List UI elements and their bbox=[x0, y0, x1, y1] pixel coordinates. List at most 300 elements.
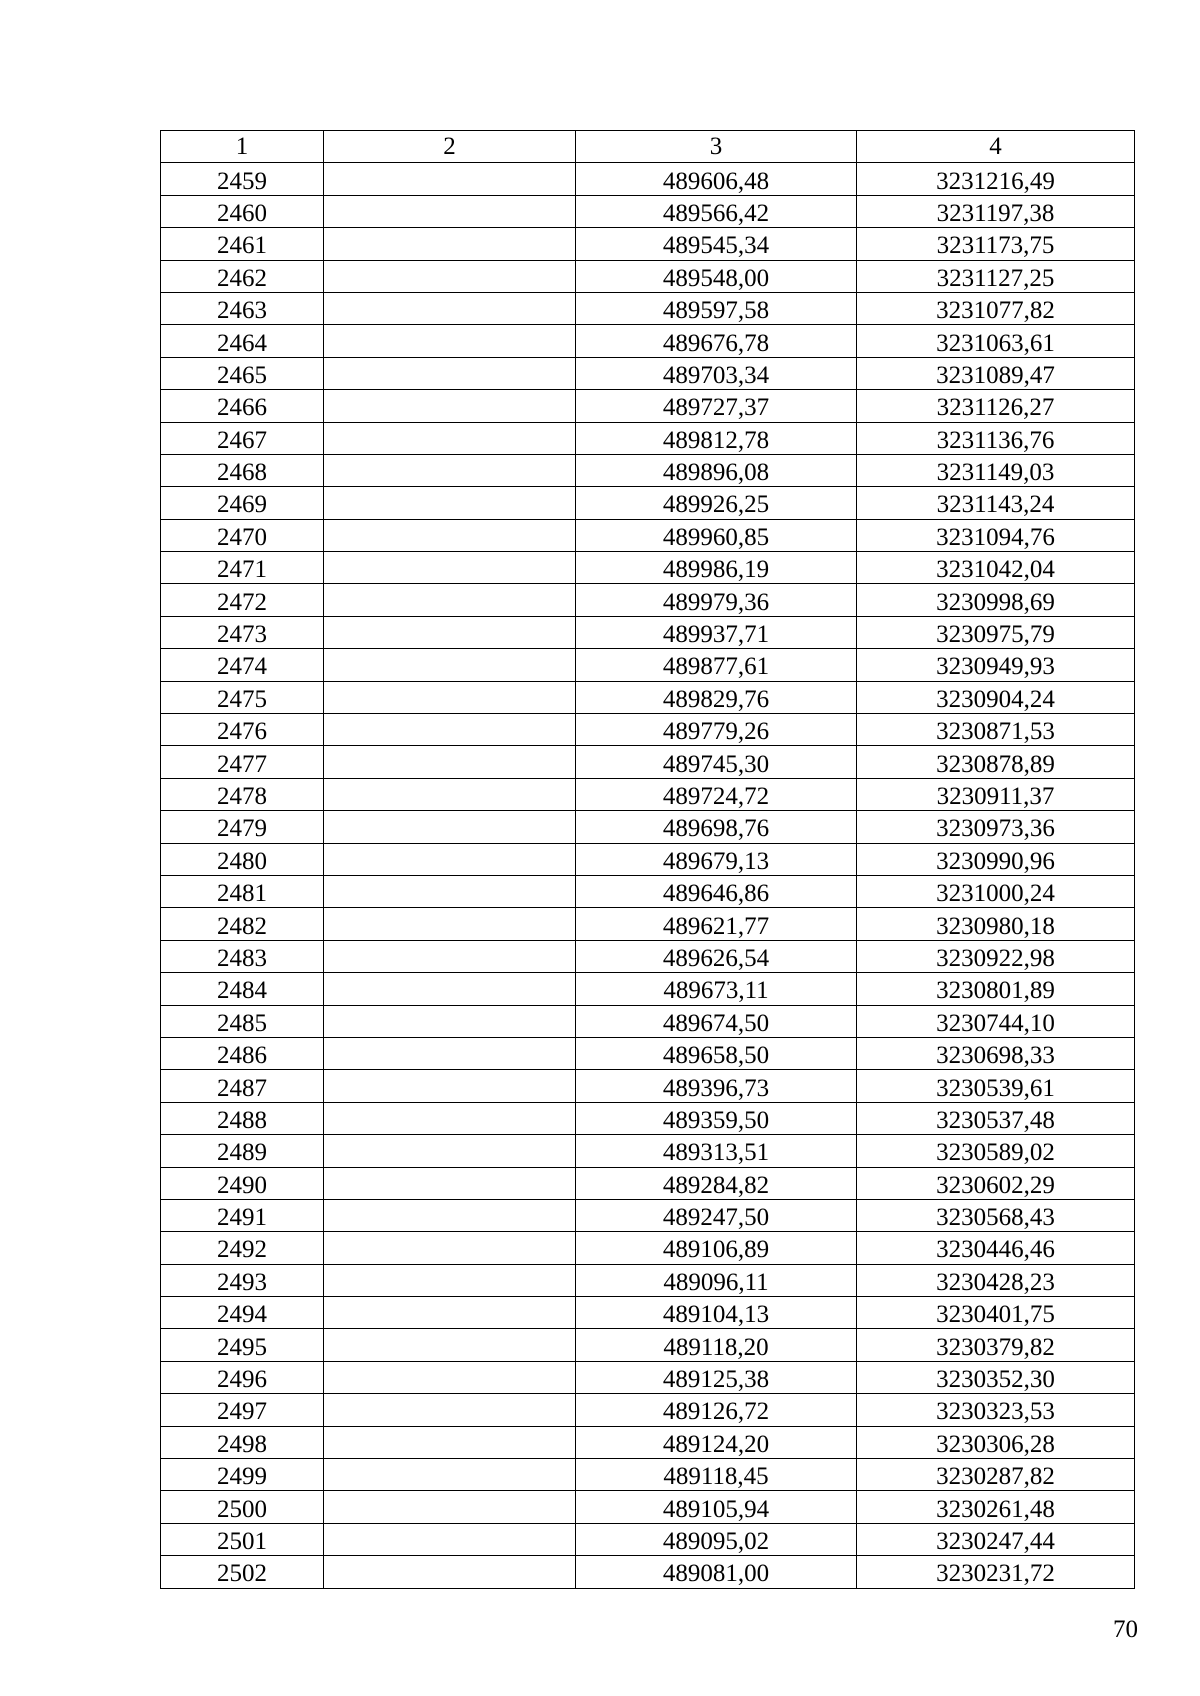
x-coordinate-cell bbox=[576, 940, 857, 972]
table-row bbox=[161, 973, 1135, 1005]
cell-text: 3230990,96 bbox=[936, 847, 1055, 875]
cell-text: 3230287,82 bbox=[936, 1463, 1055, 1491]
x-coordinate-cell bbox=[576, 1459, 857, 1491]
cell-text: 489812,78 bbox=[662, 426, 770, 454]
x-coordinate-cell bbox=[576, 163, 857, 195]
y-coordinate-cell bbox=[857, 1037, 1135, 1069]
cell-text: 3231197,38 bbox=[936, 199, 1055, 227]
header-col-1: 1 bbox=[161, 131, 324, 163]
cell-text: 3231042,04 bbox=[936, 556, 1055, 584]
cell-text: 3230922,98 bbox=[936, 944, 1055, 972]
y-coordinate-cell bbox=[857, 325, 1135, 357]
point-number-cell bbox=[161, 422, 324, 454]
y-coordinate-cell bbox=[857, 746, 1135, 778]
cell-text: 3230323,53 bbox=[936, 1398, 1055, 1426]
y-coordinate-cell bbox=[857, 714, 1135, 746]
cell-text: 3230904,24 bbox=[936, 685, 1055, 713]
y-coordinate-cell bbox=[857, 552, 1135, 584]
x-coordinate-cell bbox=[576, 390, 857, 422]
y-coordinate-cell bbox=[857, 454, 1135, 486]
cell-text: 3230568,43 bbox=[936, 1204, 1055, 1232]
description-cell bbox=[324, 1037, 576, 1069]
cell-text: 2497 bbox=[217, 1398, 267, 1426]
cell-text: 3230352,30 bbox=[936, 1366, 1055, 1394]
cell-text: 2459 bbox=[217, 167, 267, 195]
description-cell bbox=[324, 1135, 576, 1167]
point-number-cell bbox=[161, 1426, 324, 1458]
y-coordinate-cell bbox=[857, 940, 1135, 972]
point-number-cell bbox=[161, 357, 324, 389]
cell-text: 2467 bbox=[217, 426, 267, 454]
cell-text: 2470 bbox=[217, 523, 267, 551]
description-cell bbox=[324, 811, 576, 843]
cell-text: 2462 bbox=[217, 264, 267, 292]
x-coordinate-cell bbox=[576, 973, 857, 1005]
cell-text: 3230744,10 bbox=[936, 1009, 1055, 1037]
cell-text: 489646,86 bbox=[662, 880, 770, 908]
table-row bbox=[161, 1264, 1135, 1296]
description-cell bbox=[324, 1167, 576, 1199]
y-coordinate-cell bbox=[857, 1167, 1135, 1199]
table-row bbox=[161, 1167, 1135, 1199]
description-cell bbox=[324, 1005, 576, 1037]
point-number-cell bbox=[161, 811, 324, 843]
cell-text: 489548,00 bbox=[662, 264, 770, 292]
table-row bbox=[161, 1329, 1135, 1361]
cell-text: 2460 bbox=[217, 199, 267, 227]
cell-text: 2493 bbox=[217, 1268, 267, 1296]
cell-text: 489106,89 bbox=[662, 1236, 770, 1264]
table-row bbox=[161, 1426, 1135, 1458]
point-number-cell bbox=[161, 1361, 324, 1393]
table-row bbox=[161, 1070, 1135, 1102]
cell-text: 3230975,79 bbox=[936, 621, 1055, 649]
cell-text: 489597,58 bbox=[662, 297, 770, 325]
y-coordinate-cell bbox=[857, 1329, 1135, 1361]
cell-text: 3230973,36 bbox=[936, 815, 1055, 843]
x-coordinate-cell bbox=[576, 1264, 857, 1296]
x-coordinate-cell bbox=[576, 714, 857, 746]
cell-text: 2481 bbox=[217, 880, 267, 908]
y-coordinate-cell bbox=[857, 1394, 1135, 1426]
cell-text: 489118,20 bbox=[663, 1333, 769, 1361]
point-number-cell bbox=[161, 584, 324, 616]
cell-text: 3231149,03 bbox=[936, 459, 1055, 487]
cell-text: 489566,42 bbox=[662, 199, 770, 227]
description-cell bbox=[324, 1459, 576, 1491]
table-row bbox=[161, 1523, 1135, 1555]
cell-text: 489979,36 bbox=[662, 588, 770, 616]
x-coordinate-cell bbox=[576, 487, 857, 519]
page-number: 70 bbox=[1113, 1616, 1138, 1643]
cell-text: 489124,20 bbox=[662, 1430, 770, 1458]
y-coordinate-cell bbox=[857, 843, 1135, 875]
description-cell bbox=[324, 714, 576, 746]
x-coordinate-cell bbox=[576, 1556, 857, 1588]
table-header bbox=[161, 131, 1135, 163]
description-cell bbox=[324, 552, 576, 584]
cell-text: 489095,02 bbox=[662, 1527, 770, 1555]
description-cell bbox=[324, 908, 576, 940]
x-coordinate-cell bbox=[576, 843, 857, 875]
table-row bbox=[161, 487, 1135, 519]
description-cell bbox=[324, 616, 576, 648]
table-row bbox=[161, 1135, 1135, 1167]
cell-text: 2498 bbox=[217, 1430, 267, 1458]
table-row bbox=[161, 875, 1135, 907]
point-number-cell bbox=[161, 1459, 324, 1491]
table-row bbox=[161, 1005, 1135, 1037]
description-cell bbox=[324, 1232, 576, 1264]
table-row bbox=[161, 940, 1135, 972]
point-number-cell bbox=[161, 1135, 324, 1167]
description-cell bbox=[324, 454, 576, 486]
cell-text: 3231089,47 bbox=[936, 361, 1055, 389]
y-coordinate-cell bbox=[857, 1556, 1135, 1588]
y-coordinate-cell bbox=[857, 681, 1135, 713]
cell-text: 489896,08 bbox=[662, 459, 770, 487]
point-number-cell bbox=[161, 1329, 324, 1361]
point-number-cell bbox=[161, 260, 324, 292]
cell-text: 2501 bbox=[217, 1527, 267, 1555]
point-number-cell bbox=[161, 843, 324, 875]
point-number-cell bbox=[161, 1394, 324, 1426]
table-row bbox=[161, 778, 1135, 810]
x-coordinate-cell bbox=[576, 811, 857, 843]
point-number-cell bbox=[161, 195, 324, 227]
cell-text: 2478 bbox=[217, 783, 267, 810]
cell-text: 2500 bbox=[217, 1495, 267, 1523]
cell-text: 2492 bbox=[217, 1236, 267, 1264]
header-col-2: 2 bbox=[324, 131, 576, 163]
x-coordinate-cell bbox=[576, 1102, 857, 1134]
x-coordinate-cell bbox=[576, 1394, 857, 1426]
cell-text: 489703,34 bbox=[662, 361, 770, 389]
cell-text: 2489 bbox=[217, 1139, 267, 1167]
cell-text: 3230261,48 bbox=[936, 1495, 1055, 1523]
table-row bbox=[161, 1199, 1135, 1231]
description-cell bbox=[324, 1556, 576, 1588]
cell-text: 489118,45 bbox=[663, 1463, 769, 1491]
y-coordinate-cell bbox=[857, 1135, 1135, 1167]
y-coordinate-cell bbox=[857, 487, 1135, 519]
cell-text: 2487 bbox=[217, 1074, 267, 1102]
cell-text: 3231136,76 bbox=[936, 426, 1055, 454]
cell-text: 489125,38 bbox=[662, 1366, 770, 1394]
cell-text: 2480 bbox=[217, 847, 267, 875]
cell-text: 3231143,24 bbox=[936, 491, 1055, 519]
cell-text: 489096,11 bbox=[663, 1268, 769, 1296]
cell-text: 489698,76 bbox=[662, 815, 770, 843]
y-coordinate-cell bbox=[857, 1297, 1135, 1329]
description-cell bbox=[324, 1361, 576, 1393]
cell-text: 489313,51 bbox=[662, 1139, 770, 1167]
cell-text: 2485 bbox=[217, 1009, 267, 1037]
x-coordinate-cell bbox=[576, 1297, 857, 1329]
cell-text: 2494 bbox=[217, 1301, 267, 1329]
x-coordinate-cell bbox=[576, 1135, 857, 1167]
point-number-cell bbox=[161, 1297, 324, 1329]
y-coordinate-cell bbox=[857, 228, 1135, 260]
cell-text: 2465 bbox=[217, 361, 267, 389]
y-coordinate-cell bbox=[857, 649, 1135, 681]
cell-text: 489545,34 bbox=[662, 232, 770, 260]
x-coordinate-cell bbox=[576, 1329, 857, 1361]
table-row bbox=[161, 325, 1135, 357]
cell-text: 489679,13 bbox=[662, 847, 770, 875]
point-number-cell bbox=[161, 1523, 324, 1555]
point-number-cell bbox=[161, 163, 324, 195]
cell-text: 3230428,23 bbox=[936, 1268, 1055, 1296]
point-number-cell bbox=[161, 1491, 324, 1523]
point-number-cell bbox=[161, 746, 324, 778]
cell-text: 2464 bbox=[217, 329, 267, 357]
y-coordinate-cell bbox=[857, 1070, 1135, 1102]
cell-text: 2490 bbox=[217, 1171, 267, 1199]
table-row bbox=[161, 1102, 1135, 1134]
x-coordinate-cell bbox=[576, 875, 857, 907]
point-number-cell bbox=[161, 1199, 324, 1231]
point-number-cell bbox=[161, 875, 324, 907]
table-row bbox=[161, 681, 1135, 713]
cell-text: 3231094,76 bbox=[936, 523, 1055, 551]
x-coordinate-cell bbox=[576, 584, 857, 616]
description-cell bbox=[324, 875, 576, 907]
point-number-cell bbox=[161, 1556, 324, 1588]
cell-text: 2479 bbox=[217, 815, 267, 843]
point-number-cell bbox=[161, 454, 324, 486]
cell-text: 3231173,75 bbox=[936, 232, 1055, 260]
header-row bbox=[161, 131, 1135, 163]
point-number-cell bbox=[161, 1070, 324, 1102]
description-cell bbox=[324, 1070, 576, 1102]
y-coordinate-cell bbox=[857, 1523, 1135, 1555]
y-coordinate-cell bbox=[857, 1232, 1135, 1264]
x-coordinate-cell bbox=[576, 454, 857, 486]
cell-text: 3230871,53 bbox=[936, 718, 1055, 746]
cell-text: 3230801,89 bbox=[936, 977, 1055, 1005]
table-row bbox=[161, 584, 1135, 616]
description-cell bbox=[324, 1199, 576, 1231]
cell-text: 489745,30 bbox=[662, 750, 770, 778]
point-number-cell bbox=[161, 390, 324, 422]
table-row bbox=[161, 228, 1135, 260]
description-cell bbox=[324, 260, 576, 292]
x-coordinate-cell bbox=[576, 778, 857, 810]
cell-text: 489626,54 bbox=[662, 944, 770, 972]
cell-text: 3230379,82 bbox=[936, 1333, 1055, 1361]
cell-text: 489247,50 bbox=[662, 1204, 770, 1232]
cell-text: 2488 bbox=[217, 1106, 267, 1134]
table-row bbox=[161, 843, 1135, 875]
y-coordinate-cell bbox=[857, 875, 1135, 907]
description-cell bbox=[324, 195, 576, 227]
x-coordinate-cell bbox=[576, 292, 857, 324]
point-number-cell bbox=[161, 1264, 324, 1296]
cell-text: 489658,50 bbox=[662, 1042, 770, 1070]
table-row bbox=[161, 1556, 1135, 1588]
y-coordinate-cell bbox=[857, 1264, 1135, 1296]
cell-text: 489674,50 bbox=[662, 1009, 770, 1037]
table-row bbox=[161, 649, 1135, 681]
point-number-cell bbox=[161, 228, 324, 260]
cell-text: 3231216,49 bbox=[936, 167, 1055, 195]
description-cell bbox=[324, 1102, 576, 1134]
cell-text: 3230446,46 bbox=[936, 1236, 1055, 1264]
table-row bbox=[161, 519, 1135, 551]
point-number-cell bbox=[161, 714, 324, 746]
cell-text: 3231127,25 bbox=[936, 264, 1055, 292]
description-cell bbox=[324, 681, 576, 713]
cell-text: 489104,13 bbox=[662, 1301, 770, 1329]
cell-text: 2461 bbox=[217, 232, 267, 260]
description-cell bbox=[324, 228, 576, 260]
description-cell bbox=[324, 940, 576, 972]
cell-text: 3230998,69 bbox=[936, 588, 1055, 616]
x-coordinate-cell bbox=[576, 228, 857, 260]
cell-text: 3230602,29 bbox=[936, 1171, 1055, 1199]
cell-text: 2471 bbox=[217, 556, 267, 584]
description-cell bbox=[324, 390, 576, 422]
cell-text: 2482 bbox=[217, 912, 267, 940]
cell-text: 489284,82 bbox=[662, 1171, 770, 1199]
y-coordinate-cell bbox=[857, 973, 1135, 1005]
x-coordinate-cell bbox=[576, 616, 857, 648]
point-number-cell bbox=[161, 649, 324, 681]
y-coordinate-cell bbox=[857, 195, 1135, 227]
cell-text: 3231000,24 bbox=[936, 880, 1055, 908]
description-cell bbox=[324, 1426, 576, 1458]
cell-text: 2474 bbox=[217, 653, 267, 681]
x-coordinate-cell bbox=[576, 1232, 857, 1264]
point-number-cell bbox=[161, 778, 324, 810]
cell-text: 3231126,27 bbox=[936, 394, 1055, 422]
cell-text: 489606,48 bbox=[662, 167, 770, 195]
description-cell bbox=[324, 584, 576, 616]
cell-text: 489829,76 bbox=[662, 685, 770, 713]
description-cell bbox=[324, 1523, 576, 1555]
y-coordinate-cell bbox=[857, 1199, 1135, 1231]
cell-text: 489779,26 bbox=[662, 718, 770, 746]
cell-text: 3230306,28 bbox=[936, 1430, 1055, 1458]
cell-text: 2483 bbox=[217, 944, 267, 972]
cell-text: 489126,72 bbox=[662, 1398, 770, 1426]
cell-text: 2466 bbox=[217, 394, 267, 422]
y-coordinate-cell bbox=[857, 1491, 1135, 1523]
cell-text: 2468 bbox=[217, 459, 267, 487]
description-cell bbox=[324, 1329, 576, 1361]
cell-text: 489359,50 bbox=[662, 1106, 770, 1134]
cell-text: 2495 bbox=[217, 1333, 267, 1361]
point-number-cell bbox=[161, 325, 324, 357]
cell-text: 2472 bbox=[217, 588, 267, 616]
cell-text: 3230589,02 bbox=[936, 1139, 1055, 1167]
cell-text: 3230980,18 bbox=[936, 912, 1055, 940]
x-coordinate-cell bbox=[576, 908, 857, 940]
cell-text: 489396,73 bbox=[662, 1074, 770, 1102]
x-coordinate-cell bbox=[576, 1005, 857, 1037]
point-number-cell bbox=[161, 292, 324, 324]
cell-text: 489081,00 bbox=[662, 1560, 770, 1588]
y-coordinate-cell bbox=[857, 390, 1135, 422]
description-cell bbox=[324, 1491, 576, 1523]
description-cell bbox=[324, 487, 576, 519]
table-body bbox=[161, 163, 1135, 1588]
cell-text: 3230539,61 bbox=[936, 1074, 1055, 1102]
cell-text: 489673,11 bbox=[663, 977, 769, 1005]
cell-text: 489724,72 bbox=[662, 783, 770, 810]
cell-text: 2496 bbox=[217, 1366, 267, 1394]
x-coordinate-cell bbox=[576, 649, 857, 681]
y-coordinate-cell bbox=[857, 908, 1135, 940]
description-cell bbox=[324, 1264, 576, 1296]
y-coordinate-cell bbox=[857, 778, 1135, 810]
point-number-cell bbox=[161, 1005, 324, 1037]
point-number-cell bbox=[161, 940, 324, 972]
description-cell bbox=[324, 1297, 576, 1329]
y-coordinate-cell bbox=[857, 584, 1135, 616]
table-row bbox=[161, 292, 1135, 324]
table-row bbox=[161, 746, 1135, 778]
x-coordinate-cell bbox=[576, 1167, 857, 1199]
cell-text: 2475 bbox=[217, 685, 267, 713]
table-row bbox=[161, 1491, 1135, 1523]
cell-text: 489926,25 bbox=[662, 491, 770, 519]
cell-text: 2469 bbox=[217, 491, 267, 519]
cell-text: 3230878,89 bbox=[936, 750, 1055, 778]
table-row bbox=[161, 1361, 1135, 1393]
point-number-cell bbox=[161, 681, 324, 713]
table-row bbox=[161, 163, 1135, 195]
y-coordinate-cell bbox=[857, 260, 1135, 292]
x-coordinate-cell bbox=[576, 325, 857, 357]
table-row bbox=[161, 390, 1135, 422]
cell-text: 2484 bbox=[217, 977, 267, 1005]
point-number-cell bbox=[161, 1232, 324, 1264]
cell-text: 2499 bbox=[217, 1463, 267, 1491]
x-coordinate-cell bbox=[576, 1491, 857, 1523]
point-number-cell bbox=[161, 973, 324, 1005]
cell-text: 3230911,37 bbox=[936, 783, 1055, 810]
table-row bbox=[161, 260, 1135, 292]
cell-text: 2491 bbox=[217, 1204, 267, 1232]
cell-text: 2486 bbox=[217, 1042, 267, 1070]
point-number-cell bbox=[161, 1167, 324, 1199]
x-coordinate-cell bbox=[576, 1037, 857, 1069]
table-row bbox=[161, 357, 1135, 389]
description-cell bbox=[324, 163, 576, 195]
point-number-cell bbox=[161, 1037, 324, 1069]
y-coordinate-cell bbox=[857, 1361, 1135, 1393]
x-coordinate-cell bbox=[576, 1199, 857, 1231]
cell-text: 489727,37 bbox=[662, 394, 770, 422]
cell-text: 3231077,82 bbox=[936, 297, 1055, 325]
x-coordinate-cell bbox=[576, 552, 857, 584]
y-coordinate-cell bbox=[857, 163, 1135, 195]
table-row bbox=[161, 1459, 1135, 1491]
point-number-cell bbox=[161, 1102, 324, 1134]
description-cell bbox=[324, 422, 576, 454]
x-coordinate-cell bbox=[576, 1426, 857, 1458]
table-row bbox=[161, 1037, 1135, 1069]
cell-text: 2463 bbox=[217, 297, 267, 325]
table-row bbox=[161, 616, 1135, 648]
description-cell bbox=[324, 325, 576, 357]
y-coordinate-cell bbox=[857, 1005, 1135, 1037]
table-row bbox=[161, 195, 1135, 227]
x-coordinate-cell bbox=[576, 746, 857, 778]
cell-text: 2502 bbox=[217, 1560, 267, 1588]
